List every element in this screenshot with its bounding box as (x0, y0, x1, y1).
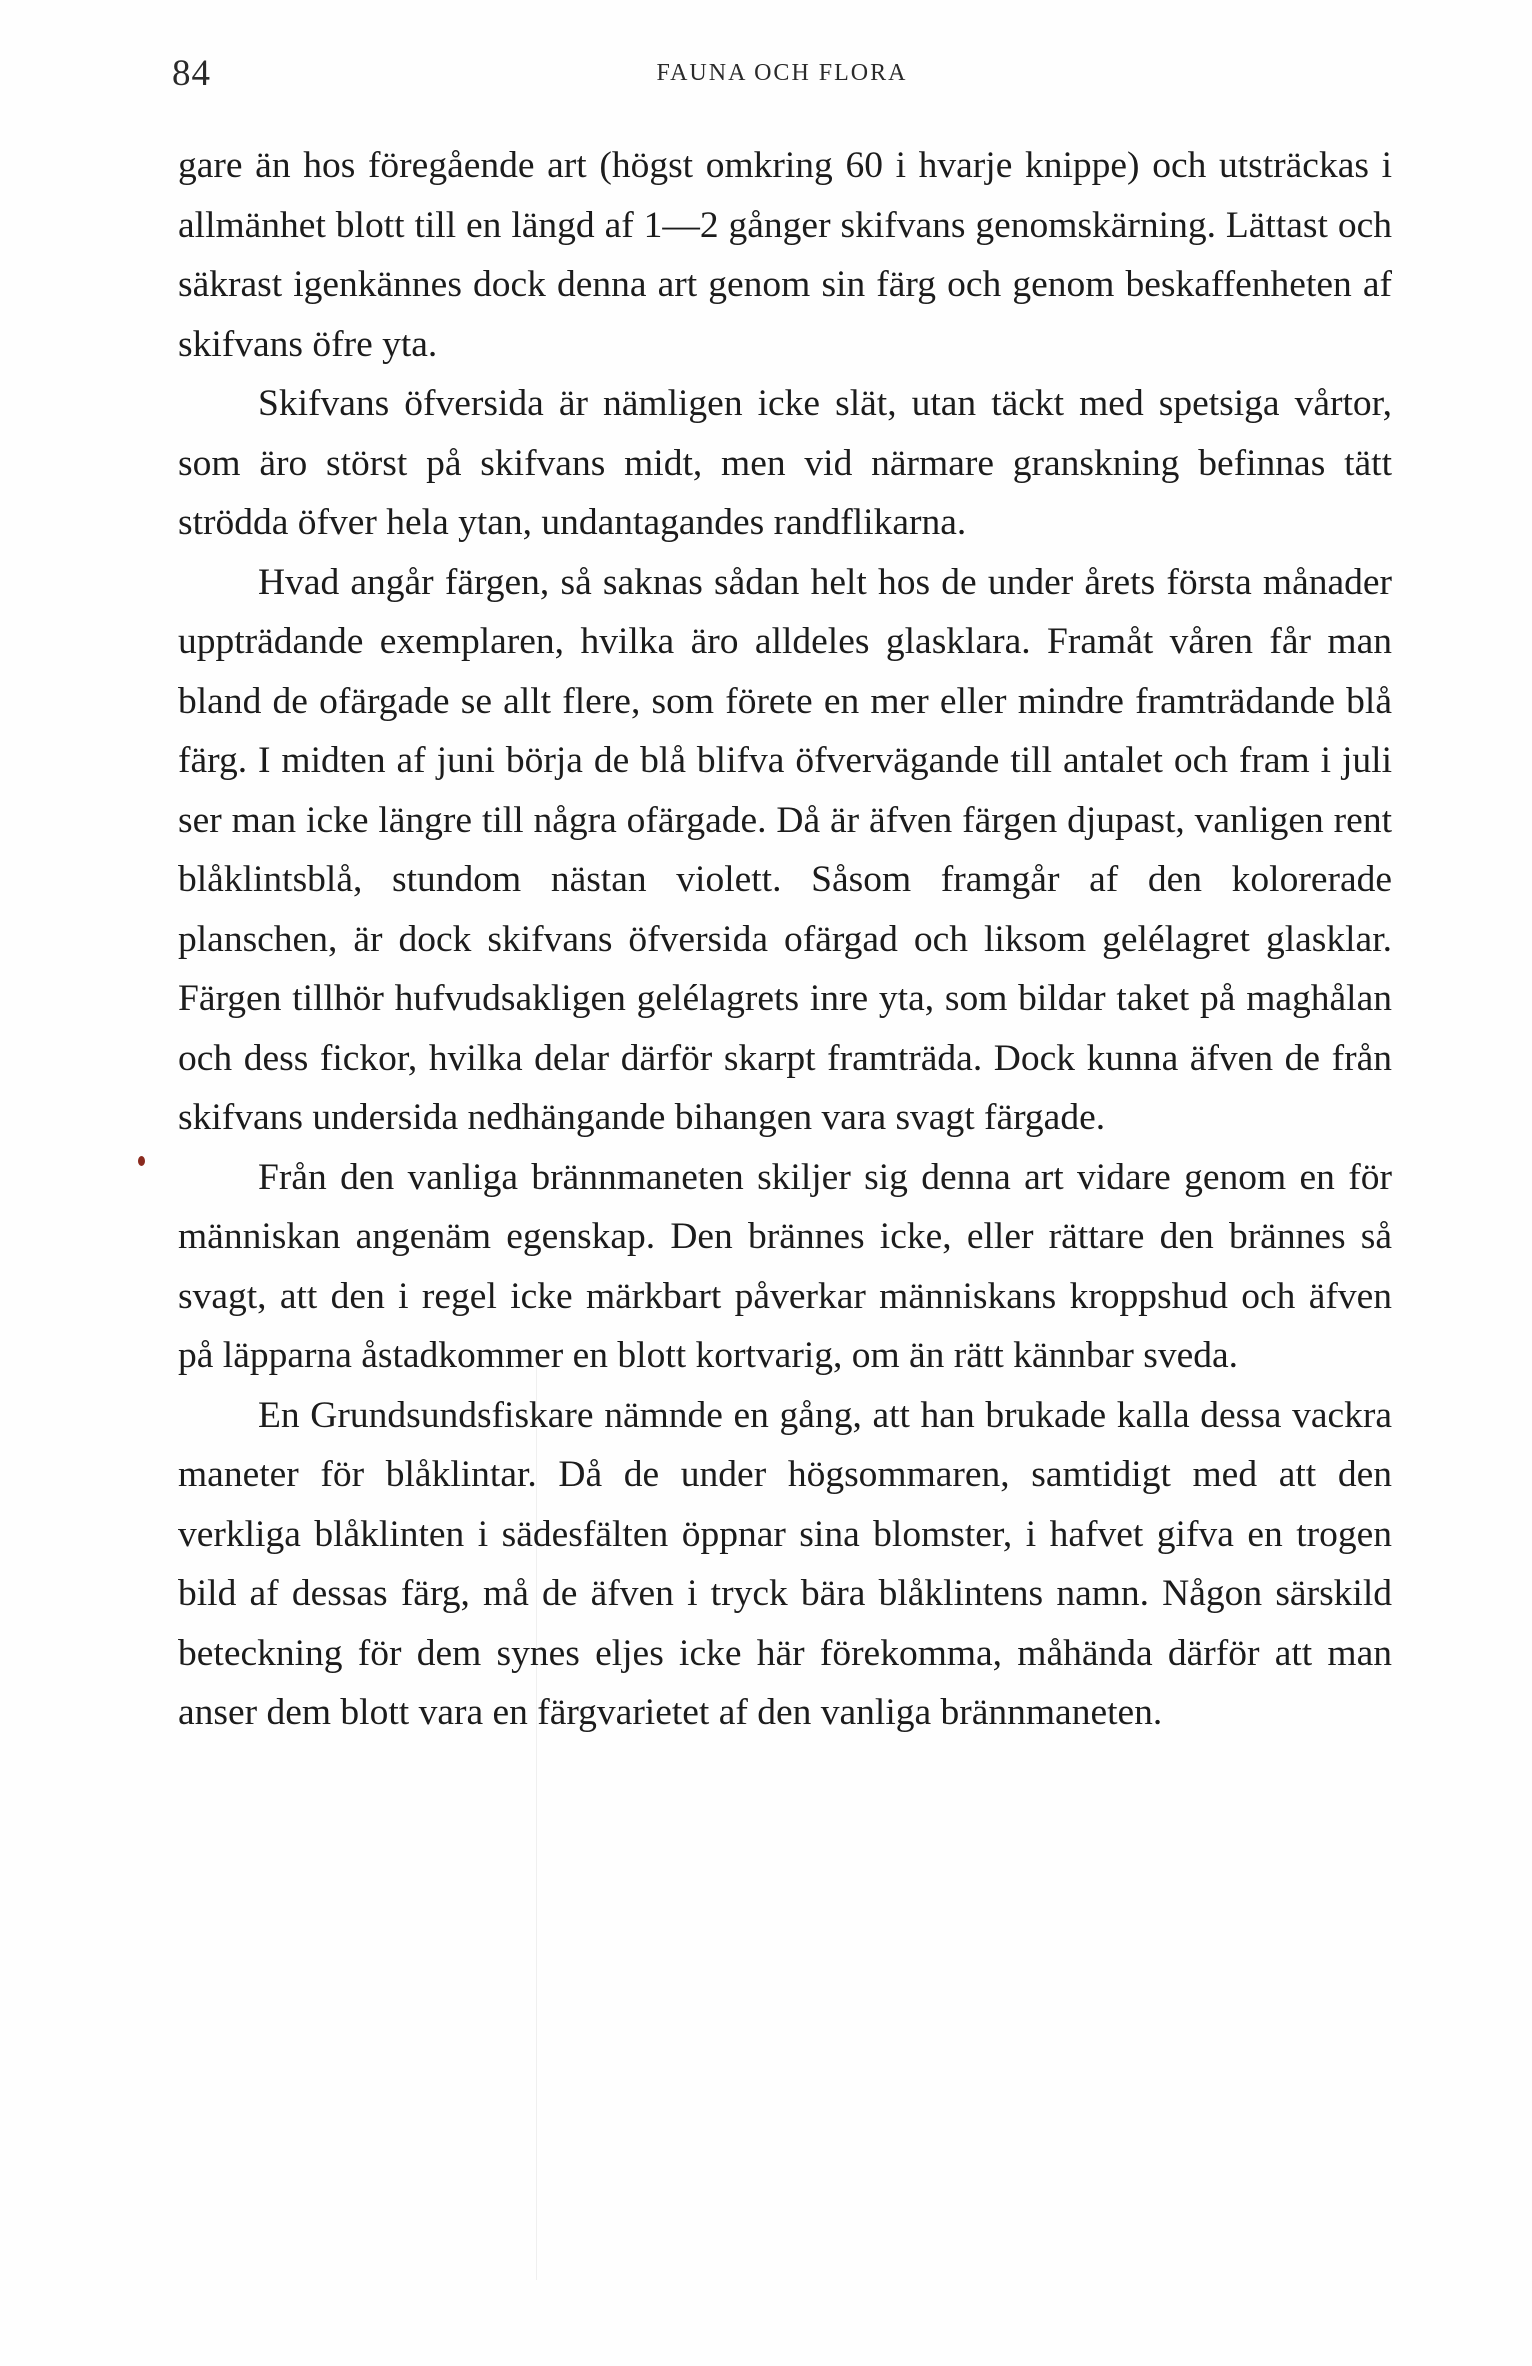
body-text (178, 136, 1392, 1743)
paragraph-continuation: gare än hos föregående art (högst omkring 60 i hvarje knippe) och utsträckas i allmänhet blott till en längd af 1—2 gånger skifvans genomskärning. Lättast och säkrast igenkännes dock denna art genom sin färg och genom beskaffenheten af skifvans öfre yta. (178, 145, 1392, 365)
margin-ink-mark (138, 1156, 145, 1166)
paragraph-skifvans-ofversida: Skifvans öfversida är nämligen icke slät, utan täckt med spetsiga vårtor, som äro störst på skifvans midt, men vid närmare granskning befinnas tätt strödda öfver hela ytan, undantagandes randflikarna. (178, 383, 1392, 543)
paragraph-brannmaneten: Från den vanliga brännmaneten skiljer sig denna art vidare genom en för människan angenäm egenskap. Den brännes icke, eller rättare den brännes så svagt, att den i regel icke märkbart påverkar människans kroppshud och äfven på läpparna åstadkommer en blott kortvarig, om än rätt kännbar sveda. (178, 1156, 1392, 1376)
running-head: FAUNA OCH FLORA (656, 60, 908, 86)
page-header (172, 52, 1392, 96)
page-number: 84 (172, 53, 211, 94)
paragraph-fargen: Hvad angår färgen, så saknas sådan helt hos de under årets första månader uppträdande exemplaren, hvilka äro alldeles glasklara. Framåt våren får man bland de ofärgade se allt flere, som förete en mer eller mindre framträdande blå färg. I midten af juni börja de blå blifva öfvervägande till antalet och fram i juli ser man icke längre till några ofärgade. Då är äfven färgen djupast, vanligen rent blåklintsblå, stundom nästan violett. Såsom framgår af den kolorerade planschen, är dock skifvans öfversida ofärgad och liksom gelélagret glasklar. Färgen tillhör hufvudsakligen gelélagrets inre yta, som bildar taket på maghålan och dess fickor, hvilka delar därför skarpt framträda. Dock kunna äfven de från skifvans undersida nedhängande bihangen vara svagt färgade. (178, 561, 1392, 1138)
paragraph-blaklintar: En Grundsundsfiskare nämnde en gång, att han brukade kalla dessa vackra maneter för blåklintar. Då de under högsommaren, samtidigt med att den verkliga blåklinten i sädesfälten öppnar sina blomster, i hafvet gifva en trogen bild af dessas färg, må de äfven i tryck bära blåklintens namn. Någon särskild beteckning för dem synes eljes icke här förekomma, måhända därför att man anser dem blott vara en färgvarietet af den vanliga brännmaneten. (178, 1394, 1392, 1733)
